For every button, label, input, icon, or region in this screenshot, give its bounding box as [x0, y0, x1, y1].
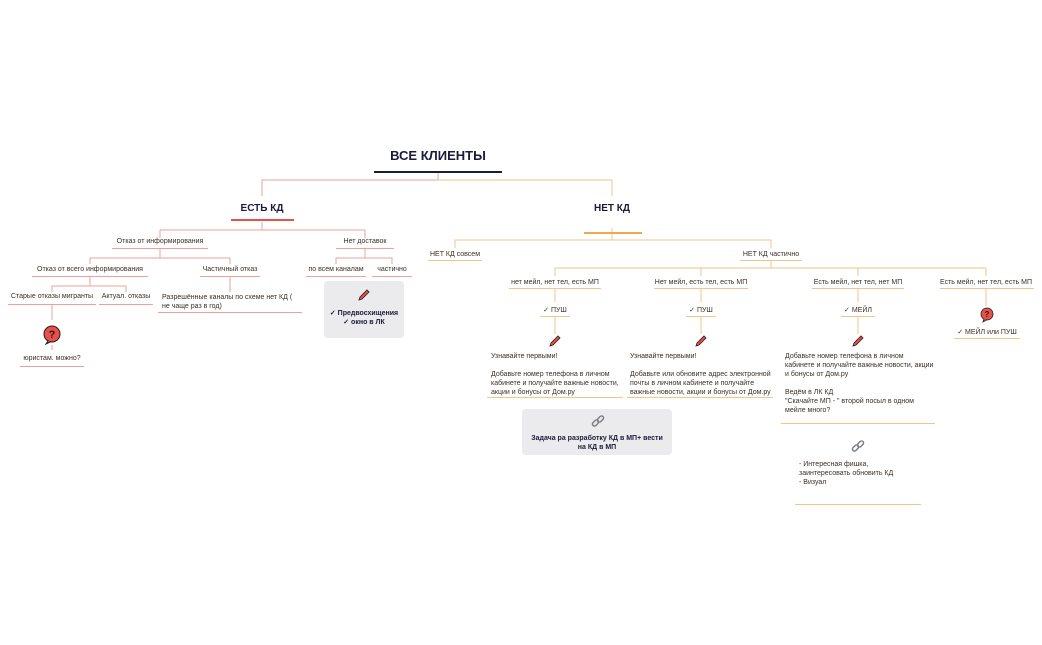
channel-3-underline [841, 316, 875, 317]
anticipation-line2: ✓ окно в ЛК [343, 319, 385, 326]
partially-underline [372, 276, 412, 277]
channel-1-node[interactable]: ✓ ПУШ [543, 307, 567, 314]
channel-2-node[interactable]: ✓ ПУШ [689, 307, 713, 314]
branch-2-node[interactable]: Нет мейл, есть тел, есть МП [654, 279, 748, 286]
branch-3-underline [812, 288, 904, 289]
refusal-all-underline [32, 276, 148, 277]
branch-2-underline [654, 288, 748, 289]
svg-text:?: ? [48, 329, 56, 341]
right-branch-title[interactable]: НЕТ КД [593, 203, 631, 214]
anticipation-card[interactable] [324, 281, 404, 338]
no-kd-partial-node[interactable]: НЕТ КД частично [742, 251, 800, 258]
no-kd-at-all-node[interactable]: НЕТ КД совсем [429, 251, 481, 258]
note-3-underline [781, 423, 935, 424]
partial-note[interactable]: Разрешённые каналы по схеме нет КД ( не чаще раз в год) [162, 294, 293, 310]
note-3[interactable]: Добавьте номер телефона в личном кабинете и получайте важные новости, акции и бонусы от Дом.ру Ведём в ЛК КД "Скачайте МП - " второй посыл в одном мейле много? [785, 353, 934, 414]
actual-refusals-node[interactable]: Актуал. отказы [101, 293, 151, 300]
left-title-underline [231, 219, 294, 221]
channel-2-underline [686, 316, 716, 317]
note-2-underline [627, 397, 773, 398]
pencil-icon [694, 334, 708, 348]
channel-1-underline [540, 316, 570, 317]
no-kd-at-all-underline [428, 260, 482, 261]
left-branch-title[interactable]: ЕСТЬ КД [240, 203, 284, 214]
partial-refusal-node[interactable]: Частичный отказ [202, 266, 258, 273]
channel-4-underline [954, 338, 1020, 339]
note-1-underline [487, 397, 623, 398]
no-delivery-underline [336, 248, 394, 249]
note-2[interactable]: Узнавайте первыми! Добавьте или обновите адрес электронной почты в личном кабинете и получайте важные новости, акции и бонусы от Дом.ру [630, 353, 771, 396]
note-1[interactable]: Узнавайте первыми! Добавьте номер телефона в личном кабинете и получайте важные новости, акции и бонусы от Дом.ру [491, 353, 619, 396]
all-channels-underline [306, 276, 366, 277]
branch-1-node[interactable]: нет мейл, нет тел, есть МП [511, 279, 599, 286]
no-delivery-node[interactable]: Нет доставок [343, 238, 387, 245]
refusal-underline [112, 248, 208, 249]
old-migrants-underline [8, 304, 96, 305]
task-card-text: Задача ра разработку КД в МП+ вести на КД в МП [531, 435, 663, 451]
task-card[interactable] [522, 409, 672, 455]
pencil-icon [357, 288, 371, 302]
no-kd-partial-underline [740, 260, 802, 261]
note-4[interactable]: - Интересная фишка, заинтересовать обновить КД - Визуал [799, 461, 894, 486]
all-channels-node[interactable]: по всем каналам [308, 266, 364, 273]
svg-text:?: ? [984, 310, 990, 319]
lawyers-underline [20, 366, 84, 367]
channel-4-node[interactable]: ✓ МЕЙЛ или ПУШ [957, 329, 1017, 336]
link-icon [591, 415, 605, 429]
partially-node[interactable]: частично [377, 266, 407, 273]
lawyers-node[interactable]: юристам. можно? [23, 355, 81, 362]
note-4-underline [795, 504, 921, 505]
channel-3-node[interactable]: ✓ МЕЙЛ [844, 307, 872, 314]
old-migrants-node[interactable]: Старые отказы мигранты [10, 293, 94, 300]
question-icon [979, 307, 995, 323]
branch-3-node[interactable]: Есть мейл, нет тел, нет МП [813, 279, 903, 286]
actual-refusals-underline [99, 304, 153, 305]
refusal-node[interactable]: Отказ от информирования [116, 238, 204, 245]
partial-refusal-underline [200, 276, 260, 277]
pencil-icon [851, 334, 865, 348]
question-icon [42, 325, 62, 345]
branch-4-node[interactable]: Есть мейл, нет тел, есть МП [940, 279, 1032, 286]
link-icon [851, 440, 865, 454]
refusal-all-node[interactable]: Отказ от всего информирования [37, 266, 143, 273]
root-title[interactable]: ВСЕ КЛИЕНТЫ [390, 148, 486, 163]
branch-1-underline [509, 288, 601, 289]
root-underline [374, 171, 502, 173]
branch-4-underline [940, 288, 1034, 289]
pencil-icon [548, 334, 562, 348]
partial-note-underline [158, 312, 302, 313]
anticipation-line1: ✓ Предвосхищения [329, 310, 399, 317]
right-title-underline [584, 232, 642, 234]
